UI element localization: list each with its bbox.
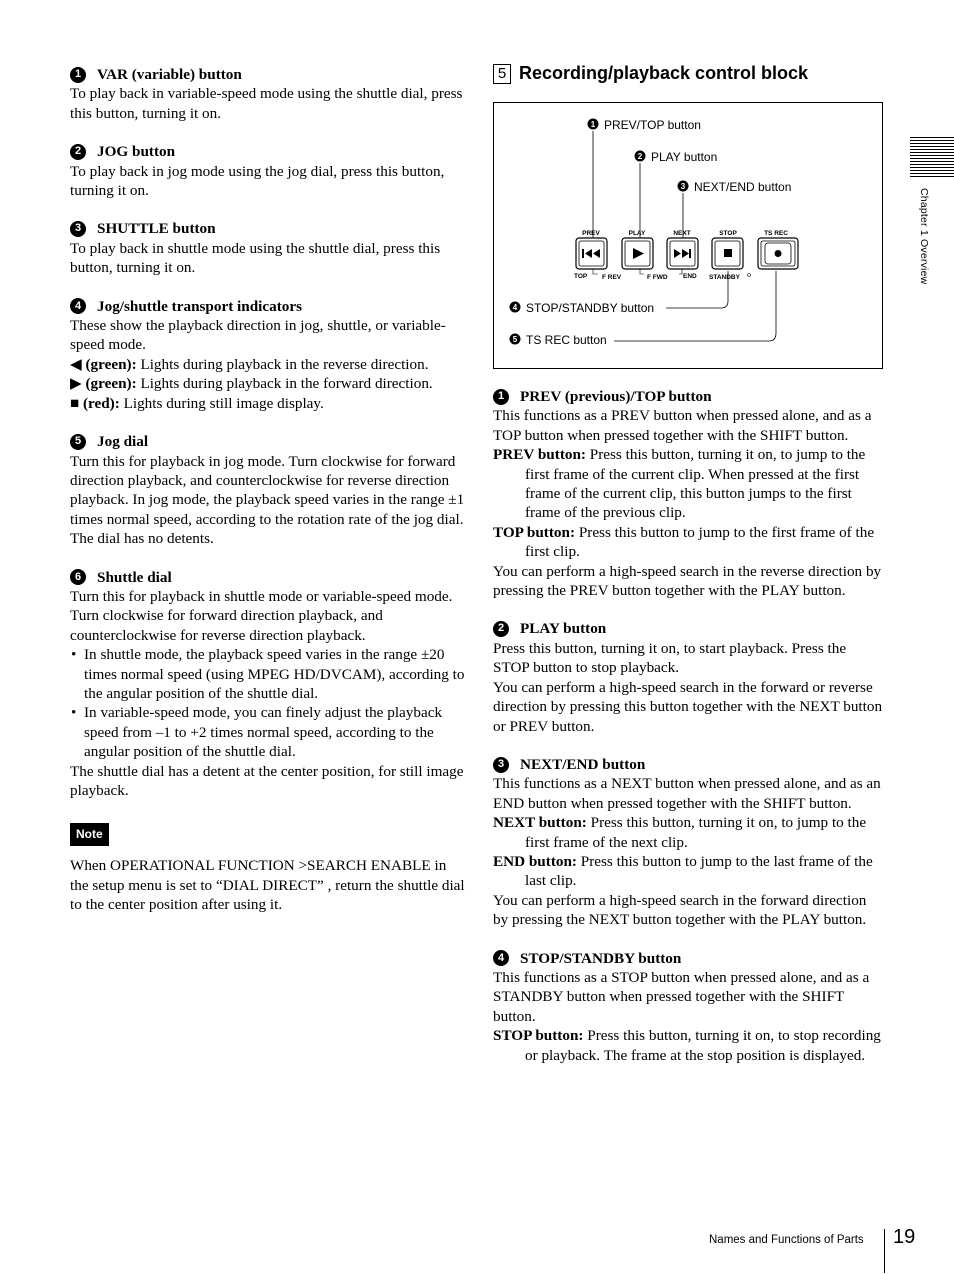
indicator-label: ◀ (green): xyxy=(70,355,137,373)
section-jog-button xyxy=(70,142,465,200)
body-text: You can perform a high-speed search in the reverse direction by pressing the PREV button together with the PLAY button. xyxy=(493,562,882,600)
indicator-reverse xyxy=(70,355,465,374)
body-text: This functions as a STOP button when pressed alone, and as a STANDBY button when pressed together with the SHIFT button. xyxy=(493,968,870,1025)
number-badge: 2 xyxy=(493,621,509,637)
svg-text:5: 5 xyxy=(512,335,518,344)
definition-term: TOP button: xyxy=(493,523,576,541)
definition-term: STOP button: xyxy=(493,1027,584,1045)
callout-4-label: STOP/STANDBY button xyxy=(526,301,655,315)
body-text: You can perform a high-speed search in the forward or reverse direction by pressing this button together with the NEXT button or PREV button. xyxy=(493,678,883,735)
body-text: The shuttle dial has a detent at the center position, for still image playback. xyxy=(70,762,464,799)
section-shuttle-dial xyxy=(70,568,465,801)
label-standby: STANDBY xyxy=(709,274,740,281)
section-play xyxy=(493,619,885,735)
definition-text: Press this button, turning it on, to jump to the first frame of the current clip. When pressed at the first frame of the current clip, this button jumps to the first frame of the previous clip. xyxy=(525,446,866,522)
section-heading xyxy=(70,568,465,587)
section-next-end xyxy=(493,755,885,930)
section-stop-standby xyxy=(493,949,885,1065)
section-var-button xyxy=(70,65,465,123)
diagram-svg xyxy=(494,103,882,368)
section-prev-top xyxy=(493,387,885,600)
section-heading xyxy=(493,619,885,638)
definition-item xyxy=(493,1026,885,1065)
left-column xyxy=(70,63,465,915)
heading-text: VAR (variable) button xyxy=(97,66,242,83)
section-title-text: Recording/playback control block xyxy=(519,63,809,83)
svg-text:3: 3 xyxy=(680,182,686,191)
number-badge: 3 xyxy=(493,757,509,773)
body-text: Turn this for playback in shuttle mode or variable-speed mode. Turn clockwise for forward direction playback, and counterclockwise for reverse direction playback. xyxy=(70,587,453,644)
body-text: This functions as a PREV button when pressed alone, and as a TOP button when pressed together with the SHIFT button. xyxy=(493,407,872,444)
svg-text:1: 1 xyxy=(590,120,596,129)
section-heading xyxy=(70,219,465,238)
definition-item xyxy=(493,523,885,562)
indicator-forward xyxy=(70,374,465,393)
note-badge: Note xyxy=(70,823,109,846)
callout-4 xyxy=(510,301,655,315)
heading-text: STOP/STANDBY button xyxy=(520,949,682,967)
bullet-item: • In shuttle mode, the playback speed varies in the range ±20 times normal speed (using MPEG HD/DVCAM), according to the angular position of the shuttle dial. xyxy=(70,645,465,703)
play-button xyxy=(622,238,653,269)
indicator-label: ■ (red): xyxy=(70,394,120,412)
body-text: Press this button, turning it on, to start playback. Press the STOP button to stop playback. xyxy=(493,639,847,677)
bullet-item: • In variable-speed mode, you can finely adjust the playback speed from –1 to +2 times normal speed, according to the angular position of the shuttle dial. xyxy=(70,703,465,761)
label-f-rev: F REV xyxy=(602,274,622,281)
callout-1 xyxy=(588,118,701,132)
callout-5 xyxy=(510,333,607,347)
definition-text: Press this button, turning it on, to jump to the first frame of the next clip. xyxy=(525,814,867,851)
callout-2 xyxy=(635,150,718,164)
section-heading xyxy=(493,755,885,774)
body-text: This functions as a NEXT button when pressed alone, and as an END button when pressed together with the SHIFT button. xyxy=(493,775,881,812)
callout-3 xyxy=(678,180,792,194)
label-stop: STOP xyxy=(719,230,737,237)
section-heading xyxy=(493,949,885,968)
label-top: TOP xyxy=(574,273,588,280)
section-heading xyxy=(493,387,885,406)
heading-text: SHUTTLE button xyxy=(97,220,216,238)
body-text: To play back in shuttle mode using the shuttle dial, press this button, turning it on. xyxy=(70,239,441,277)
chapter-label: Chapter 1 Overview xyxy=(918,188,930,285)
definition-item xyxy=(493,813,885,852)
callout-1-label: PREV/TOP button xyxy=(604,118,701,132)
heading-text: PLAY button xyxy=(520,620,607,638)
definition-text: Press this button to jump to the first frame of the first clip. xyxy=(525,523,875,561)
number-badge: 6 xyxy=(70,569,86,585)
note-text: When OPERATIONAL FUNCTION >SEARCH ENABLE in the setup menu is set to “DIAL DIRECT” , return the shuttle dial to the center position after using it. xyxy=(70,857,465,914)
number-badge: 3 xyxy=(70,221,86,237)
section-jog-dial xyxy=(70,432,465,548)
label-ts-rec: TS REC xyxy=(764,230,788,237)
number-badge: 2 xyxy=(70,144,86,160)
callout-2-label: PLAY button xyxy=(651,150,718,164)
indicator-still xyxy=(70,394,465,413)
section-transport-indicators xyxy=(70,297,465,413)
right-column xyxy=(493,385,885,1084)
section-heading xyxy=(70,65,465,84)
label-f-fwd: F FWD xyxy=(647,274,668,281)
definition-text: Press this button, turning it on, to stop recording or playback. The frame at the stop position is displayed. xyxy=(525,1027,881,1064)
label-prev: PREV xyxy=(582,230,600,237)
definition-term: PREV button: xyxy=(493,446,586,464)
next-end-button xyxy=(667,238,698,269)
definition-item xyxy=(493,445,885,523)
section-shuttle-button xyxy=(70,219,465,277)
callout-3-label: NEXT/END button xyxy=(694,180,792,194)
heading-text: JOG button xyxy=(97,143,176,161)
section-title xyxy=(493,63,808,84)
svg-text:2: 2 xyxy=(637,152,643,161)
body-text: To play back in jog mode using the jog dial, press this button, turning it on. xyxy=(70,162,445,200)
body-text: These show the playback direction in jog, shuttle, or variable-speed mode. xyxy=(70,317,446,354)
number-badge: 4 xyxy=(493,950,509,966)
note-block xyxy=(70,819,465,914)
body-text: Turn this for playback in jog mode. Turn clockwise for forward direction playback, and counterclockwise for reverse direction playback. In jog mode, the playback speed varies in the range ±1 times normal speed, according to the rotation rate of the jog dial. The dial has no detents. xyxy=(70,452,465,548)
indicator-text: Lights during playback in the forward direction. xyxy=(136,375,433,393)
page-number: 19 xyxy=(893,1226,916,1248)
section-heading xyxy=(70,297,465,316)
heading-text: Jog/shuttle transport indicators xyxy=(97,297,303,315)
body-text: You can perform a high-speed search in the forward direction by pressing the NEXT button together with the PLAY button. xyxy=(493,891,867,929)
label-end: END xyxy=(683,273,697,280)
definition-term: END button: xyxy=(493,852,577,870)
heading-text: NEXT/END button xyxy=(520,755,646,773)
heading-text: Jog dial xyxy=(97,433,149,451)
section-heading xyxy=(70,142,465,161)
chapter-tab-lines xyxy=(910,137,954,179)
definition-text: Press this button to jump to the last frame of the last clip. xyxy=(525,852,873,890)
heading-text: Shuttle dial xyxy=(97,568,172,586)
indicator-label: ▶ (green): xyxy=(70,375,137,393)
section-heading xyxy=(70,432,465,451)
svg-text:4: 4 xyxy=(512,303,518,312)
footer-title: Names and Functions of Parts xyxy=(709,1234,864,1246)
definition-item xyxy=(493,852,885,891)
ts-rec-button xyxy=(758,238,798,269)
stop-standby-button xyxy=(712,238,743,269)
number-badge: 4 xyxy=(70,298,86,314)
heading-text: PREV (previous)/TOP button xyxy=(520,388,712,405)
label-play: PLAY xyxy=(628,230,646,237)
indicator-text: Lights during playback in the reverse direction. xyxy=(136,355,429,373)
section-number: 5 xyxy=(493,64,511,84)
control-block-diagram xyxy=(493,102,883,369)
label-next: NEXT xyxy=(673,230,691,237)
callout-5-label: TS REC button xyxy=(526,333,607,347)
prev-top-button xyxy=(576,238,607,269)
number-badge: 5 xyxy=(70,434,86,450)
definition-term: NEXT button: xyxy=(493,814,587,832)
number-badge: 1 xyxy=(70,67,86,83)
body-text: To play back in variable-speed mode using the shuttle dial, press this button, turning it on. xyxy=(70,85,463,122)
number-badge: 1 xyxy=(493,389,509,405)
footer-divider xyxy=(884,1229,885,1273)
indicator-text: Lights during still image display. xyxy=(119,394,324,412)
